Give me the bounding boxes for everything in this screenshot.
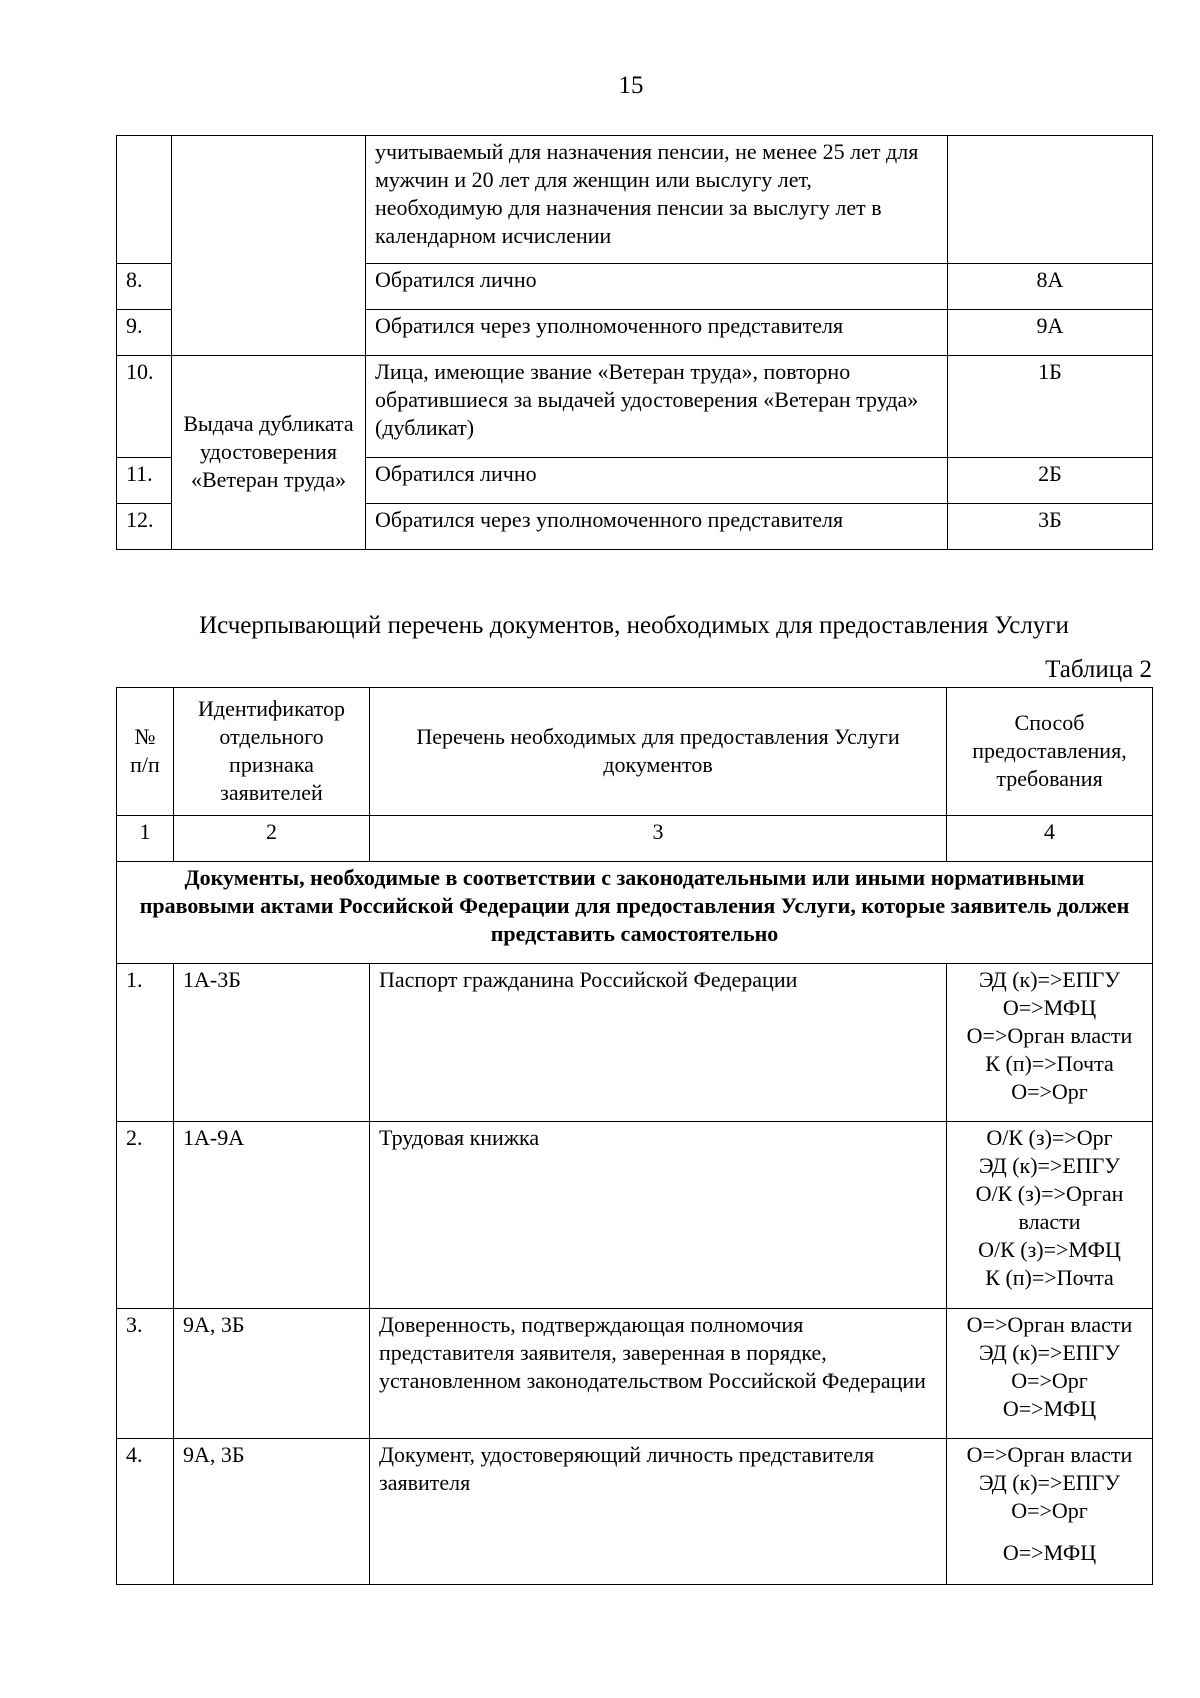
row-number: 11. bbox=[117, 458, 172, 504]
method-item: О=>Орг bbox=[1011, 1498, 1088, 1523]
table-label: Таблица 2 bbox=[1045, 656, 1152, 683]
method-item: О=>Орган власти bbox=[966, 1312, 1133, 1337]
row-methods bbox=[947, 1122, 1153, 1309]
row-number bbox=[117, 136, 172, 264]
column-number: 4 bbox=[947, 816, 1153, 862]
method-item: О=>Орг bbox=[1011, 1368, 1088, 1393]
row-code: 9А bbox=[948, 310, 1153, 356]
table-row bbox=[117, 1122, 1153, 1309]
row-description: Лица, имеющие звание «Ветеран труда», повторно обратившиеся за выдачей удостоверения «Ветеран труда» (дубликат) bbox=[366, 356, 948, 458]
row-number: 3. bbox=[117, 1309, 174, 1439]
row-number: 1. bbox=[117, 964, 174, 1122]
row-document: Паспорт гражданина Российской Федерации bbox=[370, 964, 947, 1122]
documents-table bbox=[116, 687, 1153, 1585]
header-method: Способ предоставления, требования bbox=[947, 688, 1153, 816]
applicant-signs-table bbox=[116, 135, 1153, 550]
header-identifier: Идентификатор отдельного признака заявителей bbox=[174, 688, 370, 816]
method-item: ЭД (к)=>ЕПГУ bbox=[979, 1153, 1120, 1178]
method-item: О=>Орган власти bbox=[966, 1442, 1133, 1467]
row-identifier: 9А, 3Б bbox=[174, 1309, 370, 1439]
row-number: 9. bbox=[117, 310, 172, 356]
row-document: Документ, удостоверяющий личность представителя заявителя bbox=[370, 1439, 947, 1585]
row-document: Трудовая книжка bbox=[370, 1122, 947, 1309]
method-item: О/К (з)=>Орг bbox=[986, 1125, 1113, 1150]
row-number: 12. bbox=[117, 504, 172, 550]
row-number: 10. bbox=[117, 356, 172, 458]
method-item: К (п)=>Почта bbox=[985, 1265, 1114, 1290]
method-item: ЭД (к)=>ЕПГУ bbox=[979, 1340, 1120, 1365]
row-number: 2. bbox=[117, 1122, 174, 1309]
group-label-duplicate: Выдача дубликата удостоверения «Ветеран труда» bbox=[172, 356, 366, 550]
section-heading: Документы, необходимые в соответствии с законодательными или иными нормативными правовыми актами Российской Федерации для предоставления Услуги, которые заявитель должен представить самостоятельно bbox=[117, 862, 1153, 964]
row-methods bbox=[947, 1439, 1153, 1585]
row-description: Обратился лично bbox=[366, 264, 948, 310]
column-number: 2 bbox=[174, 816, 370, 862]
group-cell-empty bbox=[172, 136, 366, 356]
row-description: Обратился через уполномоченного представителя bbox=[366, 310, 948, 356]
column-number: 3 bbox=[370, 816, 947, 862]
row-code: 1Б bbox=[948, 356, 1153, 458]
row-identifier: 1А-3Б bbox=[174, 964, 370, 1122]
method-item: О=>МФЦ bbox=[1002, 1540, 1097, 1565]
row-code: 8А bbox=[948, 264, 1153, 310]
method-item: К (п)=>Почта bbox=[985, 1051, 1114, 1076]
row-document: Доверенность, подтверждающая полномочия представителя заявителя, заверенная в порядке, установленном законодательством Российской Федерации bbox=[370, 1309, 947, 1439]
column-number-row bbox=[117, 816, 1153, 862]
method-item: О/К (з)=>МФЦ bbox=[978, 1237, 1121, 1262]
method-item: О=>МФЦ bbox=[1002, 995, 1097, 1020]
table-row bbox=[117, 1309, 1153, 1439]
header-documents: Перечень необходимых для предоставления Услуги документов bbox=[370, 688, 947, 816]
method-item: О=>МФЦ bbox=[1002, 1396, 1097, 1421]
header-number: № п/п bbox=[117, 688, 174, 816]
table-row bbox=[117, 356, 1153, 458]
method-item: О/К (з)=>Орган власти bbox=[975, 1181, 1124, 1234]
row-number: 4. bbox=[117, 1439, 174, 1585]
row-methods bbox=[947, 1309, 1153, 1439]
row-number: 8. bbox=[117, 264, 172, 310]
column-number: 1 bbox=[117, 816, 174, 862]
method-item: О=>Орг bbox=[1011, 1079, 1088, 1104]
method-item: ЭД (к)=>ЕПГУ bbox=[979, 967, 1120, 992]
row-identifier: 9А, 3Б bbox=[174, 1439, 370, 1585]
header-row bbox=[117, 688, 1153, 816]
row-methods bbox=[947, 964, 1153, 1122]
row-description: Обратился лично bbox=[366, 458, 948, 504]
row-description: Обратился через уполномоченного представителя bbox=[366, 504, 948, 550]
table-row bbox=[117, 1439, 1153, 1585]
section-heading-row bbox=[117, 862, 1153, 964]
method-item: О=>Орган власти bbox=[966, 1023, 1133, 1048]
row-code bbox=[948, 136, 1153, 264]
method-item: ЭД (к)=>ЕПГУ bbox=[979, 1470, 1120, 1495]
table-row bbox=[117, 136, 1153, 264]
page-number: 15 bbox=[618, 72, 644, 99]
table-row bbox=[117, 964, 1153, 1122]
row-code: 2Б bbox=[948, 458, 1153, 504]
row-description: учитываемый для назначения пенсии, не менее 25 лет для мужчин и 20 лет для женщин или выслугу лет, необходимую для назначения пенсии за выслугу лет в календарном исчислении bbox=[366, 136, 948, 264]
row-code: 3Б bbox=[948, 504, 1153, 550]
section-title: Исчерпывающий перечень документов, необходимых для предоставления Услуги bbox=[199, 612, 1069, 639]
row-identifier: 1А-9А bbox=[174, 1122, 370, 1309]
